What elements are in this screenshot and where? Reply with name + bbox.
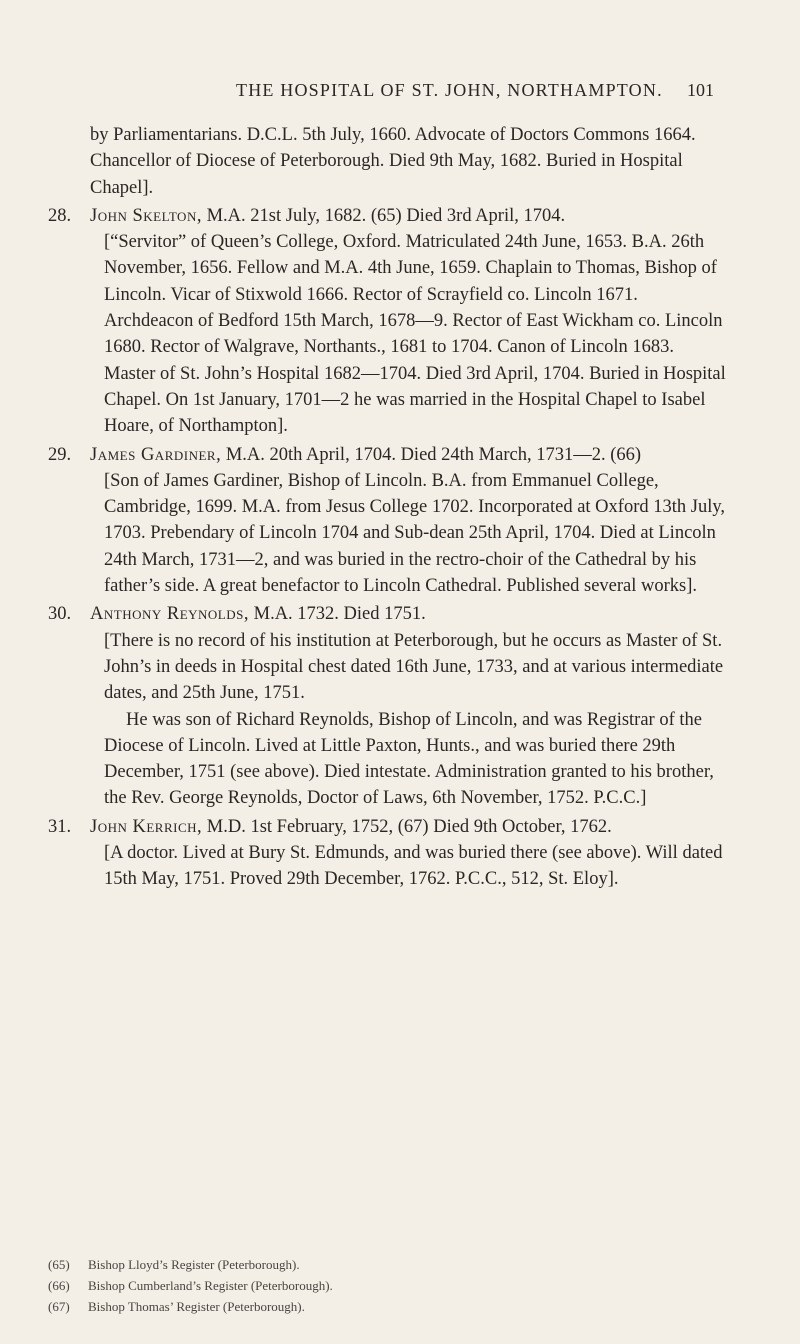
footnote-text: Bishop Thomas’ Register (Peterborough). (88, 1299, 305, 1314)
entry-heading (90, 203, 728, 229)
footnote-number: (65) (48, 1257, 70, 1272)
entry-number: 28. (48, 205, 72, 226)
entry-30 (48, 601, 728, 811)
entry-name: John Skelton, (90, 205, 202, 226)
page-number: 101 (687, 80, 714, 100)
footnote (48, 1254, 333, 1275)
entry-number: 31. (48, 816, 72, 837)
entry-note (104, 628, 728, 812)
entry-paragraph: [A doctor. Lived at Bury St. Edmunds, and was buried there (see above). Will dated 15th May, 1751. Proved 29th December, 1762. P.C.C., 512, St. Eloy]. (104, 843, 723, 890)
footnote (48, 1296, 333, 1317)
footnotes (48, 1254, 333, 1317)
entry-name: John Kerrich, (90, 816, 203, 837)
entry-paragraph: [There is no record of his institution at Peterborough, but he occurs as Master of St. John’s in deeds in Hospital chest dated 16th June, 1733, and at various intermediate dates, and 25th June, 1751. (104, 630, 724, 704)
entry-heading (90, 442, 728, 468)
entry-note (104, 468, 728, 599)
footnote-number: (67) (48, 1299, 70, 1314)
entry-note (104, 229, 728, 439)
entry-31 (48, 814, 728, 893)
entry-name: Anthony Reynolds, (90, 604, 249, 625)
continuation-paragraph: by Parliamentarians. D.C.L. 5th July, 1660. Advocate of Doctors Commons 1664. Chancellor of Diocese of Peterborough. Died 9th May, 1682. Buried in Hospital Chapel]. (90, 125, 696, 198)
entry-heading (90, 814, 728, 840)
footnote-number: (66) (48, 1278, 70, 1293)
entry-29 (48, 442, 728, 600)
entry-paragraph: [“Servitor” of Queen’s College, Oxford. Matriculated 24th June, 1653. B.A. 26th November, 1656. Fellow and M.A. 4th June, 1659. Chaplain to Thomas, Bishop of Lincoln. Vicar of Stixwold 1666. Rector of Scrayfield co. Lincoln 1671. Archdeacon of Bedford 15th March, 1678—9. Rector of East Wickham co. Lincoln 1680. Rector of Walgrave, Northants., 1681 to 1704. Canon of Lincoln 1683. Master of St. John’s Hospital 1682—1704. Died 3rd April, 1704. Buried in Hospital Chapel. On 1st January, 1701—2 he was married in the Hospital Chapel to Isabel Hoare, of Northampton]. (104, 232, 726, 437)
entry-heading-details: M.A. 20th April, 1704. Died 24th March, 1731—2. (66) (221, 444, 642, 465)
entry-heading-details: M.D. 1st February, 1752, (67) Died 9th October, 1762. (202, 816, 612, 837)
entry-paragraph: [Son of James Gardiner, Bishop of Lincoln. B.A. from Emmanuel College, Cambridge, 1699. M.A. from Jesus College 1702. Incorporated at Oxford 13th July, 1703. Prebendary of Lincoln 1704 and Sub-dean 25th April, 1704. Died at Lincoln 24th March, 1731—2, and was buried in the rectro-choir of the Cathedral by his father’s side. A great benefactor to Lincoln Cathedral. Published several works]. (104, 470, 726, 597)
footnote (48, 1275, 333, 1296)
entry-number: 29. (48, 444, 72, 465)
footnote-text: Bishop Cumberland’s Register (Peterborough). (88, 1278, 333, 1293)
entry-note (104, 840, 728, 893)
entry-28 (48, 203, 728, 440)
running-header (236, 80, 714, 110)
entry-heading (90, 601, 728, 627)
entry-heading-details: M.A. 1732. Died 1751. (249, 604, 426, 625)
entry-number: 30. (48, 604, 72, 625)
entry-heading-details: M.A. 21st July, 1682. (65) Died 3rd April, 1704. (201, 205, 566, 226)
entry-name: James Gardiner, (90, 444, 222, 465)
footnote-text: Bishop Lloyd’s Register (Peterborough). (88, 1257, 300, 1272)
entry-paragraph: He was son of Richard Reynolds, Bishop of Lincoln, and was Registrar of the Diocese of Lincoln. Lived at Little Paxton, Hunts., and was buried there 29th December, 1751 (see above). Died intestate. Administration granted to his brother, the Rev. George Reynolds, Doctor of Laws, 6th November, 1752. P.C.C.] (104, 709, 714, 809)
running-title: THE HOSPITAL OF ST. JOHN, NORTHAMPTON. (236, 80, 663, 100)
text-body (48, 122, 728, 893)
